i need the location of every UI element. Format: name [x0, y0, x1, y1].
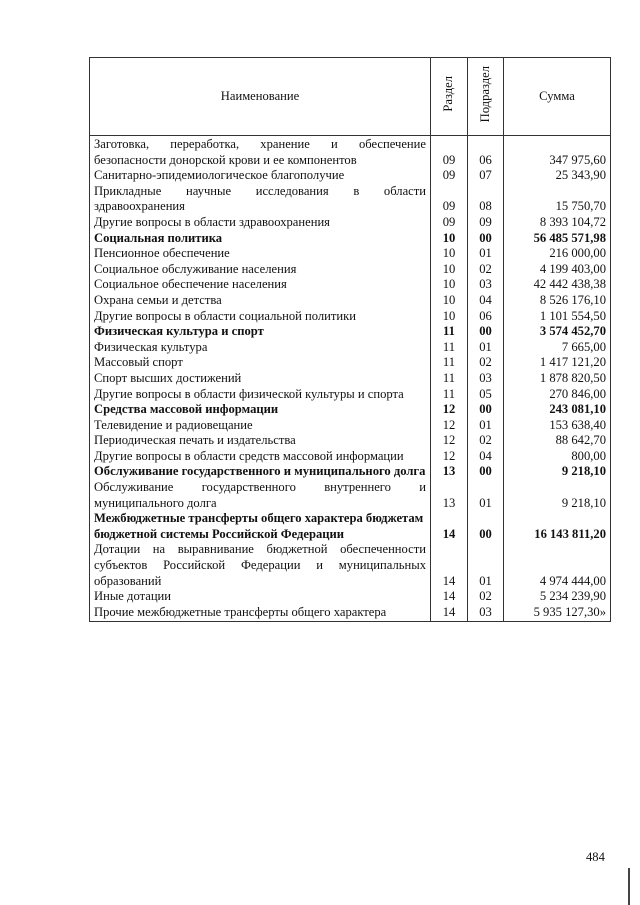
row-amount: 1 101 554,50	[504, 309, 611, 325]
row-section: 14	[431, 589, 468, 605]
row-amount: 88 642,70	[504, 433, 611, 449]
row-name: Обслуживание государственного и муниципального долга	[90, 464, 431, 480]
row-subsection: 06	[468, 309, 504, 325]
row-name: Телевидение и радиовещание	[90, 418, 431, 434]
row-section: 13	[431, 464, 468, 480]
table-row	[90, 605, 611, 622]
row-amount: 9 218,10	[504, 464, 611, 480]
row-name: Социальная политика	[90, 231, 431, 247]
row-subsection: 09	[468, 215, 504, 231]
table-row	[90, 589, 611, 605]
row-amount: 15 750,70	[504, 184, 611, 215]
row-amount: 8 393 104,72	[504, 215, 611, 231]
row-name: Дотации на выравнивание бюджетной обеспеченности субъектов Российской Федерации и муниципальных образований	[90, 542, 431, 589]
row-subsection: 04	[468, 293, 504, 309]
row-subsection: 02	[468, 262, 504, 278]
row-amount: 216 000,00	[504, 246, 611, 262]
row-name: Средства массовой информации	[90, 402, 431, 418]
row-subsection: 03	[468, 605, 504, 622]
row-name: Социальное обслуживание населения	[90, 262, 431, 278]
row-section: 12	[431, 418, 468, 434]
row-section: 12	[431, 433, 468, 449]
row-subsection: 04	[468, 449, 504, 465]
row-name: Спорт высших достижений	[90, 371, 431, 387]
row-amount: 153 638,40	[504, 418, 611, 434]
row-name: Санитарно-эпидемиологическое благополучие	[90, 168, 431, 184]
row-section: 10	[431, 309, 468, 325]
header-subsection-label: Подраздел	[477, 66, 492, 123]
row-section: 14	[431, 542, 468, 589]
row-name: Иные дотации	[90, 589, 431, 605]
table-row	[90, 136, 611, 169]
row-section: 12	[431, 402, 468, 418]
row-name: Другие вопросы в области здравоохранения	[90, 215, 431, 231]
row-subsection: 00	[468, 324, 504, 340]
row-section: 09	[431, 168, 468, 184]
header-section	[431, 58, 468, 136]
row-amount: 25 343,90	[504, 168, 611, 184]
row-subsection: 00	[468, 464, 504, 480]
row-amount: 16 143 811,20	[504, 511, 611, 542]
row-subsection: 00	[468, 511, 504, 542]
row-name: Прочие межбюджетные трансферты общего характера	[90, 605, 431, 622]
table-row	[90, 340, 611, 356]
row-name: Массовый спорт	[90, 355, 431, 371]
row-amount: 347 975,60	[504, 136, 611, 169]
row-name: Прикладные научные исследования в области здравоохранения	[90, 184, 431, 215]
table-row	[90, 418, 611, 434]
row-amount: 1 417 121,20	[504, 355, 611, 371]
table-row	[90, 542, 611, 589]
table-row	[90, 371, 611, 387]
row-section: 10	[431, 231, 468, 247]
row-name: Межбюджетные трансферты общего характера бюджетам бюджетной системы Российской Федерации	[90, 511, 431, 542]
table-row	[90, 309, 611, 325]
table-row	[90, 464, 611, 480]
row-section: 10	[431, 262, 468, 278]
page-number: 484	[586, 850, 605, 864]
table-row	[90, 402, 611, 418]
row-section: 10	[431, 293, 468, 309]
table-row	[90, 387, 611, 403]
budget-table	[89, 57, 611, 622]
row-section: 11	[431, 387, 468, 403]
scan-edge-mark	[628, 868, 630, 905]
row-section: 09	[431, 184, 468, 215]
row-name: Физическая культура и спорт	[90, 324, 431, 340]
row-section: 10	[431, 277, 468, 293]
table-row	[90, 324, 611, 340]
row-amount: 8 526 176,10	[504, 293, 611, 309]
row-section: 11	[431, 324, 468, 340]
row-subsection: 01	[468, 340, 504, 356]
table-header	[90, 58, 611, 136]
row-amount: 243 081,10	[504, 402, 611, 418]
row-amount: 9 218,10	[504, 480, 611, 511]
row-subsection: 01	[468, 480, 504, 511]
row-section: 09	[431, 215, 468, 231]
header-subsection	[468, 58, 504, 136]
row-subsection: 05	[468, 387, 504, 403]
table-row	[90, 184, 611, 215]
row-subsection: 01	[468, 246, 504, 262]
header-section-label: Раздел	[441, 76, 456, 113]
row-amount: 42 442 438,38	[504, 277, 611, 293]
row-name: Пенсионное обеспечение	[90, 246, 431, 262]
table-row	[90, 293, 611, 309]
row-amount: 270 846,00	[504, 387, 611, 403]
row-section: 14	[431, 605, 468, 622]
row-subsection: 03	[468, 277, 504, 293]
table-row	[90, 433, 611, 449]
row-amount: 4 199 403,00	[504, 262, 611, 278]
row-section: 10	[431, 246, 468, 262]
row-name: Другие вопросы в области средств массовой информации	[90, 449, 431, 465]
table-row	[90, 449, 611, 465]
header-name: Наименование	[90, 58, 431, 136]
row-section: 13	[431, 480, 468, 511]
table-row	[90, 231, 611, 247]
row-subsection: 01	[468, 418, 504, 434]
row-section: 11	[431, 371, 468, 387]
row-name: Другие вопросы в области социальной политики	[90, 309, 431, 325]
row-amount: 3 574 452,70	[504, 324, 611, 340]
row-amount: 5 935 127,30»	[504, 605, 611, 622]
table-row	[90, 246, 611, 262]
row-subsection: 00	[468, 402, 504, 418]
table-row	[90, 262, 611, 278]
row-subsection: 03	[468, 371, 504, 387]
row-name: Социальное обеспечение населения	[90, 277, 431, 293]
row-subsection: 00	[468, 231, 504, 247]
row-amount: 800,00	[504, 449, 611, 465]
row-amount: 1 878 820,50	[504, 371, 611, 387]
row-section: 14	[431, 511, 468, 542]
row-name: Периодическая печать и издательства	[90, 433, 431, 449]
row-section: 12	[431, 449, 468, 465]
table-row	[90, 215, 611, 231]
table-row	[90, 511, 611, 542]
row-amount: 56 485 571,98	[504, 231, 611, 247]
row-subsection: 01	[468, 542, 504, 589]
row-subsection: 07	[468, 168, 504, 184]
row-subsection: 02	[468, 355, 504, 371]
row-subsection: 08	[468, 184, 504, 215]
row-section: 11	[431, 340, 468, 356]
row-section: 11	[431, 355, 468, 371]
row-subsection: 02	[468, 589, 504, 605]
table-row	[90, 355, 611, 371]
row-amount: 5 234 239,90	[504, 589, 611, 605]
row-subsection: 02	[468, 433, 504, 449]
row-name: Физическая культура	[90, 340, 431, 356]
row-section: 09	[431, 136, 468, 169]
row-name: Охрана семьи и детства	[90, 293, 431, 309]
table-row	[90, 168, 611, 184]
row-amount: 7 665,00	[504, 340, 611, 356]
header-amount: Сумма	[504, 58, 611, 136]
row-amount: 4 974 444,00	[504, 542, 611, 589]
table-row	[90, 277, 611, 293]
table-body	[90, 136, 611, 622]
row-name: Заготовка, переработка, хранение и обеспечение безопасности донорской крови и ее компонентов	[90, 136, 431, 169]
row-subsection: 06	[468, 136, 504, 169]
row-name: Обслуживание государственного внутреннего и муниципального долга	[90, 480, 431, 511]
table-row	[90, 480, 611, 511]
row-name: Другие вопросы в области физической культуры и спорта	[90, 387, 431, 403]
